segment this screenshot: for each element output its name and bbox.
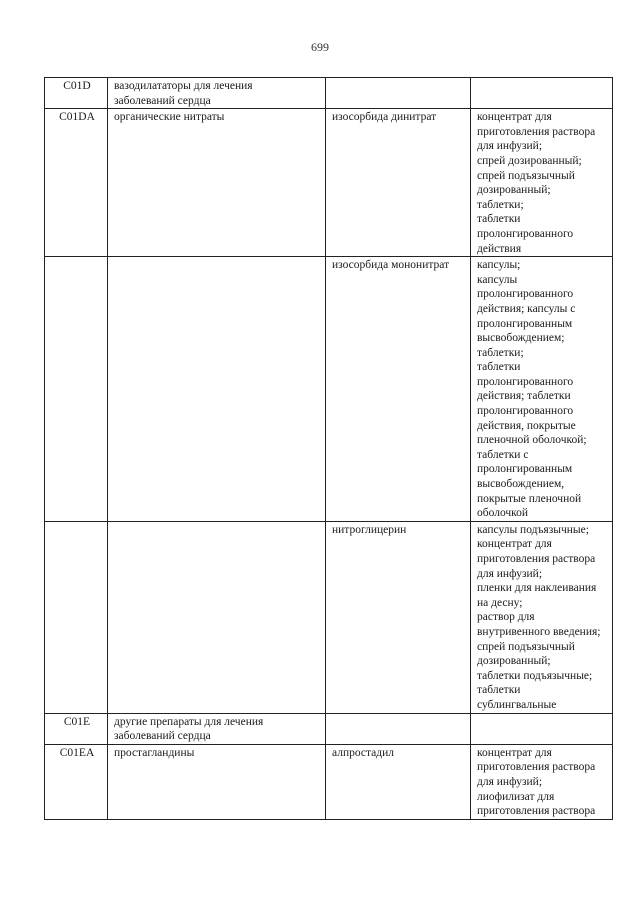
table-row [45,521,613,713]
atc-code-cell [45,521,108,713]
table-row [45,78,613,109]
drug-classification-table [44,77,613,820]
substance-cell: изосорбида мононитрат [326,257,471,522]
atc-code-cell: C01DA [45,109,108,257]
substance-cell: нитроглицерин [326,521,471,713]
pharmacological-group-cell: вазодилататоры для лечения заболеваний сердца [108,78,326,109]
atc-code-cell: C01D [45,78,108,109]
dosage-form-cell: концентрат для приготовления раствора для инфузий; лиофилизат для приготовления раствора [471,744,613,819]
dosage-form-cell: капсулы подъязычные; концентрат для приготовления раствора для инфузий; пленки для наклеивания на десну; раствор для внутривенного введения; спрей подъязычный дозированный; таблетки подъязычные; таблетки сублингвальные [471,521,613,713]
table-row [45,744,613,819]
atc-code-cell: C01E [45,713,108,744]
substance-cell: алпростадил [326,744,471,819]
dosage-form-cell: концентрат для приготовления раствора для инфузий; спрей дозированный; спрей подъязычный дозированный; таблетки; таблетки пролонгированного действия [471,109,613,257]
pharmacological-group-cell: другие препараты для лечения заболеваний сердца [108,713,326,744]
substance-cell [326,78,471,109]
atc-code-cell: C01EA [45,744,108,819]
pharmacological-group-cell [108,521,326,713]
dosage-form-cell [471,713,613,744]
pharmacological-group-cell [108,257,326,522]
pharmacological-group-cell: простагландины [108,744,326,819]
table-row [45,713,613,744]
dosage-form-cell [471,78,613,109]
atc-code-cell [45,257,108,522]
dosage-form-cell: капсулы; капсулы пролонгированного действия; капсулы с пролонгированным высвобождением; таблетки; таблетки пролонгированного действия; таблетки пролонгированного действия, покрытые пленочной оболочкой; таблетки с пролонгированным высвобождением, покрытые пленочной оболочкой [471,257,613,522]
table-row [45,257,613,522]
substance-cell: изосорбида динитрат [326,109,471,257]
table-row [45,109,613,257]
page-number: 699 [311,40,329,54]
pharmacological-group-cell: органические нитраты [108,109,326,257]
substance-cell [326,713,471,744]
